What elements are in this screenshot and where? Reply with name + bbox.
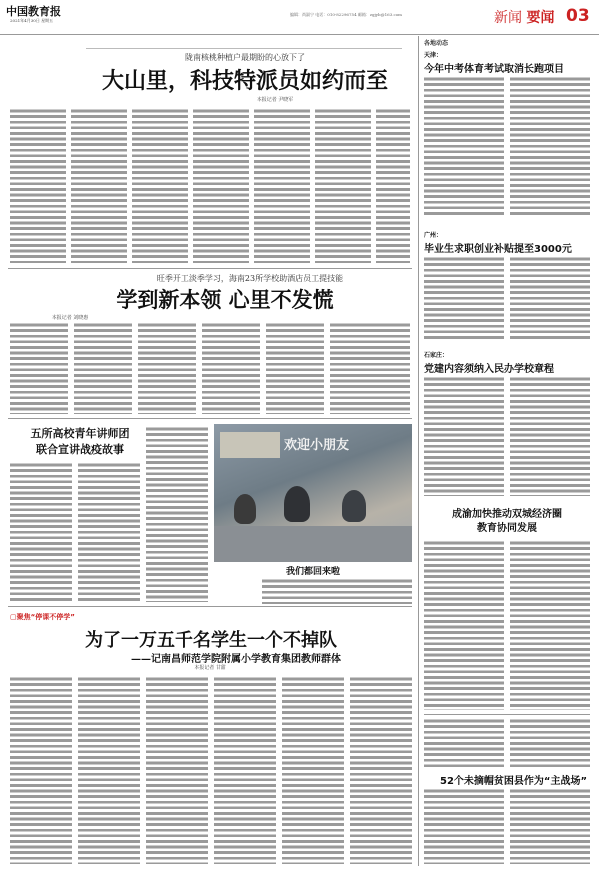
sidebar-item-2-headline: 毕业生求职创业补贴提至3000元: [424, 244, 572, 255]
story4-headline: 为了一万五千名学生一个不掉队: [85, 630, 337, 651]
story2-body-col-2: [74, 322, 132, 414]
story2-body-col-1: [10, 322, 68, 414]
story2-byline: 本报记者 刘晓惠: [51, 315, 89, 321]
sidebar-item-1-body-col-1: [424, 76, 504, 216]
story3-body-col-2: [78, 462, 140, 602]
sidebar-item-4-body-col-2: [510, 540, 590, 710]
column-divider: [418, 36, 419, 866]
story4-byline: 本报记者 甘甜: [194, 665, 226, 671]
story2-body-col-6: [330, 322, 410, 414]
story3-body-col-3: [146, 426, 208, 602]
photo-caption-text: [262, 578, 412, 604]
sidebar-item-5-lead-col-1: [424, 718, 504, 768]
sidebar-item-3-location: 石家庄：: [424, 352, 449, 359]
lead-headline: 大山里，科技特派员如约而至: [101, 69, 388, 94]
story4-body-col-2: [78, 676, 140, 864]
sidebar-item-2-body-col-2: [510, 256, 590, 340]
sidebar-item-5-headline: 52个未摘帽贫困县作为“主战场”: [440, 776, 588, 787]
issue-date: 2021年4月30日 星期五: [10, 18, 54, 23]
sidebar-item-3-headline: 党建内容须纳入民办学校章程: [424, 364, 554, 375]
sidebar-item-3-body-col-1: [424, 376, 504, 496]
story2-body-col-3: [138, 322, 196, 414]
story2-kicker: 旺季开工淡季学习，海南23所学校助酒店员工提技能: [156, 274, 344, 283]
photo-sign: 欢迎小朋友: [284, 438, 350, 453]
story4-body-col-6: [350, 676, 412, 864]
lead-body-col-2: [71, 108, 127, 263]
editor-info: 编辑：尚淑宁 电话：010-82296754 邮箱：zgjyb@163.com: [290, 12, 402, 17]
story4-body-col-1: [10, 676, 72, 864]
sidebar-item-5-lead-col-2: [510, 718, 590, 768]
story2-body-col-4: [202, 322, 260, 414]
newspaper-logo: 中国教育报: [6, 5, 61, 18]
story2-body-col-5: [266, 322, 324, 414]
story3-headline: 五所高校青年讲师团 联合宣讲战疫故事: [30, 427, 130, 456]
lead-body-col-1: [10, 108, 66, 263]
story4-body-col-5: [282, 676, 344, 864]
sidebar-item-3-body-col-2: [510, 376, 590, 496]
divider: [8, 268, 412, 269]
divider: [8, 418, 412, 419]
story4-tag: ▢聚焦“停课不停学”: [10, 613, 75, 621]
divider: [8, 606, 412, 607]
sidebar-item-4-body-col-1: [424, 540, 504, 710]
sidebar-item-1-location: 天津：: [424, 52, 443, 59]
sidebar-item-5-body-col-1: [424, 788, 504, 864]
page-number: 03: [566, 6, 590, 26]
sidebar-item-2-body-col-1: [424, 256, 504, 340]
lead-body-col-5: [254, 108, 310, 263]
lead-body-col-6: [315, 108, 371, 263]
story4-subhead: ——记南昌师范学院附属小学教育集团教师群体: [131, 654, 341, 665]
sidebar-item-1-body-col-2: [510, 76, 590, 216]
story3-body-col-1: [10, 462, 72, 602]
lead-body-col-7: [376, 108, 410, 263]
lead-body-col-4: [193, 108, 249, 263]
lead-byline: 本报记者 尹晓军: [256, 97, 294, 103]
sidebar-item-4-headline: 成渝加快推动双城经济圈 教育协同发展: [452, 509, 562, 534]
sidebar-item-2-location: 广州：: [424, 232, 443, 239]
section-title: 新闻 要闻: [494, 10, 555, 26]
photo-caption: 我们都回来啦: [285, 567, 340, 577]
story2-headline: 学到新本领 心里不发慌: [116, 288, 334, 312]
sidebar-item-5-body-col-2: [510, 788, 590, 864]
sidebar-section-label: 各地动态: [424, 40, 449, 47]
sidebar-item-1-headline: 今年中考体育考试取消长跑项目: [424, 64, 564, 75]
divider: [424, 714, 590, 715]
classroom-photo: [214, 424, 412, 562]
lead-kicker: 陇南核桃种植户最期盼的心放下了: [185, 53, 305, 62]
story4-body-col-3: [146, 676, 208, 864]
lead-body-col-3: [132, 108, 188, 263]
story4-body-col-4: [214, 676, 276, 864]
